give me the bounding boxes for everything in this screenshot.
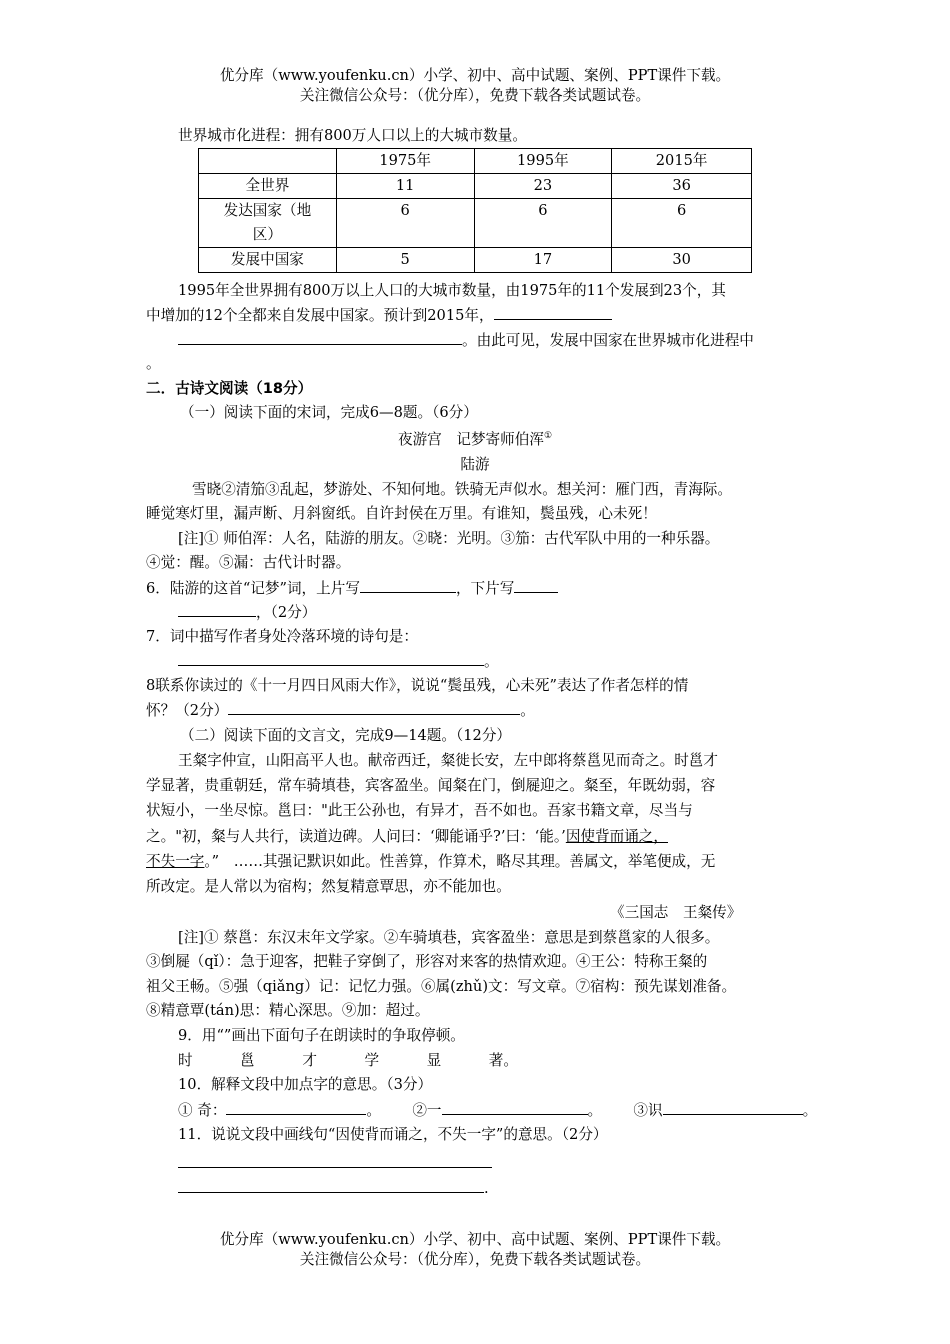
answer-blank[interactable] <box>178 1176 484 1193</box>
table-header-cell: 1995年 <box>474 149 612 174</box>
question-8: 8联系你读过的《十一月四日风雨大作》，说说“鬓虽残，心未死”表达了作者怎样的情 <box>146 677 689 694</box>
table-cell: 23 <box>474 174 612 199</box>
table-row <box>199 248 752 273</box>
note-line: ③倒屣（qǐ）：急于迎客，把鞋子穿倒了，形容对来客的热情欢迎。④王公：特称王粲的 <box>146 953 708 970</box>
question-text: 怀？（2分） <box>146 702 229 719</box>
question-6-cont <box>178 600 316 625</box>
table-header-row <box>199 149 752 174</box>
paragraph-line: 。 <box>146 355 161 372</box>
underlined-sentence: 因使背而诵之， <box>565 828 668 845</box>
classical-line: 所改定。是人常以为宿构；然复精意覃思，亦不能加也。 <box>146 878 511 895</box>
paragraph-line: 1995年全世界拥有800万以上人口的大城市数量，由1975年的11个发展到23个，其 <box>178 282 726 299</box>
answer-blank[interactable] <box>360 576 456 593</box>
table-caption: 世界城市化进程：拥有800万人口以上的大城市数量。 <box>178 127 527 144</box>
note-line: [注]① 蔡邕：东汉末年文学家。②车骑填巷，宾客盈坐：意思是到蔡邕家的人很多。 <box>178 929 720 946</box>
table-cell: 全世界 <box>199 174 337 199</box>
answer-blank[interactable] <box>178 649 484 666</box>
question-10-items <box>178 1098 817 1123</box>
question-6 <box>146 576 558 601</box>
footer-line-1: 优分库（www.youfenku.cn）小学、初中、高中试题、案例、PPT课件下载。 <box>219 1231 731 1248</box>
footnote-marker: ① <box>543 431 553 442</box>
table-header-cell <box>199 149 337 174</box>
paragraph-text: 。由此可见，发展中国家在世界城市化进程中 <box>462 332 754 349</box>
answer-blank[interactable] <box>178 600 256 617</box>
question-9: 9．用“”画出下面句子在朗读时的争取停顿。 <box>178 1027 465 1044</box>
classical-text: 之。"初，粲与人共行，读道边碑。人问曰：‘卿能诵乎?’曰：‘能。’ <box>146 828 566 845</box>
classical-source: 《三国志 王粲传》 <box>610 904 742 921</box>
question-text: 。 <box>484 653 499 670</box>
paragraph-line <box>146 303 612 328</box>
question-9-sentence <box>178 1049 518 1073</box>
sentence-char[interactable]: 学 <box>364 1052 380 1069</box>
answer-blank[interactable] <box>228 698 520 715</box>
answer-line[interactable] <box>178 1167 492 1168</box>
sentence-char[interactable]: 邕 <box>240 1052 255 1069</box>
question-text: . <box>484 1180 489 1197</box>
answer-blank[interactable] <box>442 1098 588 1115</box>
table-cell: 5 <box>336 248 474 273</box>
question-text: ，下片写 <box>455 580 515 597</box>
answer-blank[interactable] <box>514 576 558 593</box>
note-line: ⑧精意覃(tán)思：精心深思。⑨加：超过。 <box>146 1002 430 1019</box>
table-cell: 6 <box>612 199 752 248</box>
classical-line: 王粲字仲宣，山阳高平人也。献帝西迁，粲徙长安，左中郎将蔡邕见而奇之。时邕才 <box>178 752 718 769</box>
question-11: 11．说说文段中画线句“因使背而诵之，不失一字”的意思。（2分） <box>178 1126 608 1143</box>
table-cell: 发达国家（地区） <box>199 199 337 248</box>
item-label: ②一 <box>412 1102 442 1119</box>
classical-line: 学显著，贵重朝廷，常车骑填巷，宾客盈坐。闻粲在门，倒屣迎之。粲至，年既幼弱，容 <box>146 777 716 794</box>
table-cell: 6 <box>474 199 612 248</box>
footer-line-2: 关注微信公众号：（优分库），免费下载各类试题试卷。 <box>299 1251 651 1268</box>
classical-line: 状短小，一坐尽惊。邕曰："此王公孙也，有异才，吾不如也。吾家书籍文章，尽当与 <box>146 802 693 819</box>
part-intro: （二）阅读下面的文言文，完成9—14题。（12分） <box>180 727 512 744</box>
section-title: 二．古诗文阅读（18分） <box>146 380 313 397</box>
table-cell: 6 <box>336 199 474 248</box>
table-cell: 11 <box>336 174 474 199</box>
item-end: 。 <box>802 1102 818 1119</box>
classical-line <box>146 825 668 849</box>
note-line: [注]① 师伯浑：人名，陆游的朋友。②晓：光明。③笳：古代军队中用的一种乐器。 <box>178 530 720 547</box>
poem-title-text: 夜游宫 记梦寄师伯浑 <box>397 431 544 448</box>
urbanization-table <box>198 148 752 273</box>
poem-author: 陆游 <box>460 456 490 473</box>
answer-blank[interactable] <box>494 303 612 320</box>
question-text: 。 <box>520 702 535 719</box>
table-header-cell: 1975年 <box>336 149 474 174</box>
item-label: ③识 <box>633 1102 663 1119</box>
note-line: ④觉：醒。⑤漏：古代计时器。 <box>146 554 351 571</box>
sentence-char[interactable]: 显 <box>426 1052 442 1069</box>
sentence-char[interactable]: 时 <box>178 1052 193 1069</box>
classical-text: 。” ……其强记默识如此。性善算，作算术，略尽其理。善属文，举笔便成，无 <box>204 853 716 870</box>
part-intro: （一）阅读下面的宋词，完成6—8题。（6分） <box>180 404 478 421</box>
header-line-2: 关注微信公众号：（优分库），免费下载各类试题试卷。 <box>299 87 651 104</box>
classical-line <box>146 850 715 874</box>
question-10: 10．解释文段中加点字的意思。（3分） <box>178 1076 433 1093</box>
table-header-cell: 2015年 <box>612 149 752 174</box>
question-11-cont <box>178 1176 489 1201</box>
poem-line: 睡觉寒灯里，漏声断、月斜窗纸。自许封侯在万里。有谁知，鬓虽残，心未死！ <box>146 505 657 522</box>
table-row <box>199 199 752 248</box>
poem-line: 雪晓②清笳③乱起，梦游处、不知何地。铁骑无声似水。想关河：雁门西，青海际。 <box>192 481 732 498</box>
question-text: 6．陆游的这首“记梦”词，上片写 <box>146 580 360 597</box>
answer-blank[interactable] <box>178 328 462 345</box>
table-cell: 30 <box>612 248 752 273</box>
question-text: ，（2分） <box>256 604 317 621</box>
question-8-cont <box>146 698 535 723</box>
table-cell: 17 <box>474 248 612 273</box>
note-line: 祖父王畅。⑤强（qiǎng）记：记忆力强。⑥属(zhǔ)文：写文章。⑦宿构：预先谋划准备。 <box>146 978 737 995</box>
underlined-sentence: 不失一字 <box>146 853 205 870</box>
table-cell: 36 <box>612 174 752 199</box>
paragraph-text: 中增加的12个全都来自发展中国家。预计到2015年， <box>146 307 494 324</box>
sentence-char[interactable]: 著。 <box>488 1052 518 1069</box>
sentence-char[interactable]: 才 <box>302 1052 317 1069</box>
table-row <box>199 174 752 199</box>
poem-title <box>0 430 950 449</box>
question-7-cont <box>178 649 499 674</box>
item-end: 。 <box>587 1102 603 1119</box>
header-line-1: 优分库（www.youfenku.cn）小学、初中、高中试题、案例、PPT课件下载。 <box>219 67 731 84</box>
paragraph-line <box>178 328 754 353</box>
answer-blank[interactable] <box>226 1098 366 1115</box>
question-7: 7．词中描写作者身处冷落环境的诗句是： <box>146 628 418 645</box>
item-end: 。 <box>366 1102 382 1119</box>
table-cell: 发展中国家 <box>199 248 337 273</box>
answer-blank[interactable] <box>663 1098 803 1115</box>
item-label: ① 奇： <box>178 1102 227 1119</box>
